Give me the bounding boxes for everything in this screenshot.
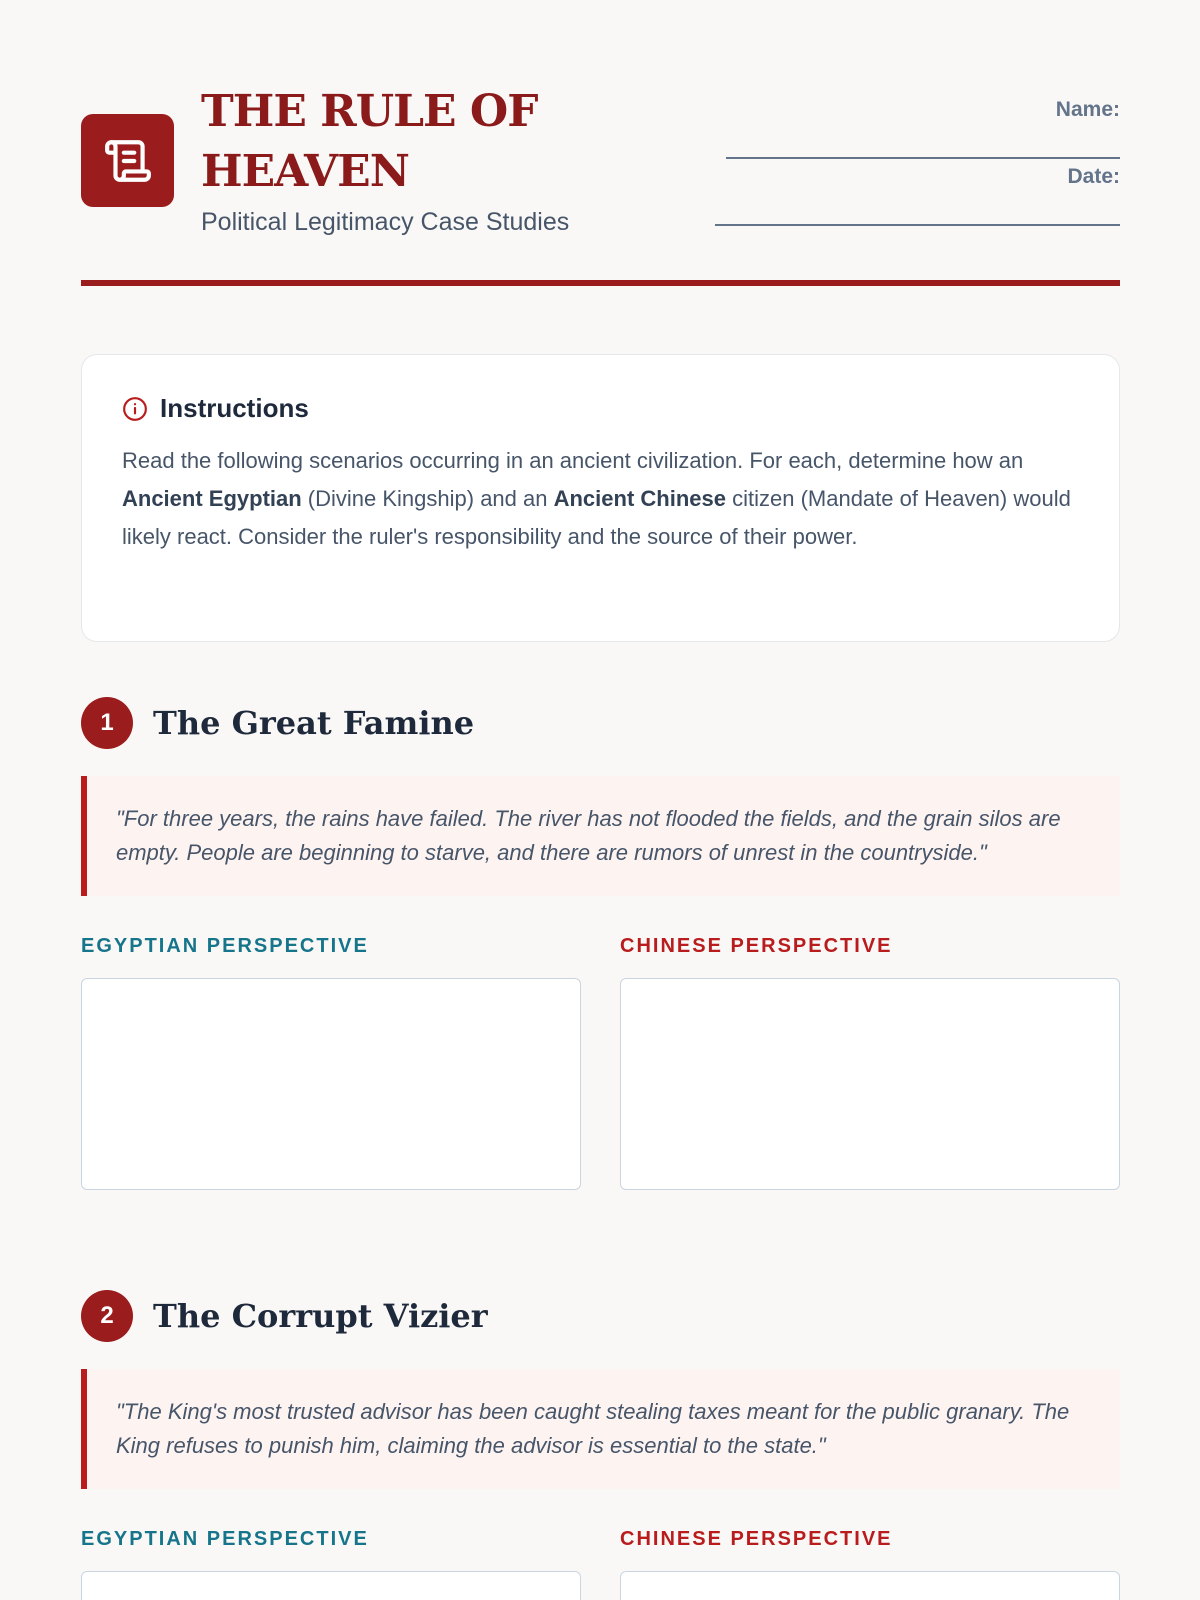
- scenario-heading: [81, 1290, 1120, 1342]
- date-label: Date:: [1067, 165, 1120, 188]
- instructions-text-part: (Divine Kingship) and an: [301, 486, 554, 511]
- scenario-quote: "For three years, the rains have failed. The river has not flooded the fields, and the grain silos are empty. People are beginning to starve, and there are rumors of unrest in the countryside.": [81, 776, 1120, 896]
- page-title: THE RULE OF HEAVEN: [201, 86, 538, 197]
- info-icon: [122, 396, 148, 422]
- student-fields: [700, 92, 1120, 226]
- scenario-number-badge: 1: [81, 697, 133, 749]
- date-field[interactable]: [715, 195, 1120, 226]
- instructions-text-part: Read the following scenarios occurring in an ancient civilization. For each, determine how an: [122, 448, 1024, 473]
- header-divider: [81, 280, 1120, 286]
- chinese-perspective-label: CHINESE PERSPECTIVE: [620, 935, 893, 957]
- egyptian-answer-box[interactable]: [81, 1571, 581, 1600]
- worksheet: [81, 0, 1120, 1550]
- scenario-quote: "The King's most trusted advisor has been caught stealing taxes meant for the public granary. The King refuses to punish him, claiming the advisor is essential to the state.": [81, 1369, 1120, 1489]
- header: [81, 0, 1120, 287]
- instructions-card: [81, 354, 1120, 642]
- egyptian-perspective: [81, 1527, 581, 1600]
- logo: [81, 114, 174, 207]
- scenario-2: [81, 1290, 1120, 1600]
- chinese-perspective-label: CHINESE PERSPECTIVE: [620, 1528, 893, 1550]
- egyptian-perspective-label: EGYPTIAN PERSPECTIVE: [81, 935, 369, 957]
- instructions-text-part: citizen (Mandate of Heaven) would likely react. Consider the ruler's responsibility and the source of their power.: [122, 486, 1071, 549]
- perspective-row: [81, 934, 1120, 1190]
- scenario-title: The Corrupt Vizier: [153, 1297, 488, 1335]
- scenario-title: The Great Famine: [153, 704, 475, 742]
- title-block: [201, 82, 661, 237]
- egyptian-answer-box[interactable]: [81, 978, 581, 1190]
- page-subtitle: Political Legitimacy Case Studies: [201, 208, 570, 236]
- scenario-heading: [81, 697, 1120, 749]
- instructions-bold-chinese: Ancient Chinese: [553, 486, 726, 511]
- scenario-number-badge: 2: [81, 1290, 133, 1342]
- egyptian-perspective-label: EGYPTIAN PERSPECTIVE: [81, 1528, 369, 1550]
- chinese-perspective: [620, 1527, 1120, 1600]
- chinese-answer-box[interactable]: [620, 1571, 1120, 1600]
- chinese-answer-box[interactable]: [620, 978, 1120, 1190]
- scenario-1: [81, 697, 1120, 1190]
- scroll-icon: [103, 136, 153, 186]
- name-field[interactable]: [726, 128, 1120, 159]
- perspective-row: [81, 1527, 1120, 1600]
- name-label: Name:: [1055, 98, 1120, 121]
- chinese-perspective: [620, 934, 1120, 1190]
- instructions-text: [122, 442, 1079, 556]
- instructions-bold-egyptian: Ancient Egyptian: [122, 486, 302, 511]
- instructions-title: Instructions: [160, 393, 309, 423]
- instructions-heading: [122, 393, 1079, 424]
- egyptian-perspective: [81, 934, 581, 1190]
